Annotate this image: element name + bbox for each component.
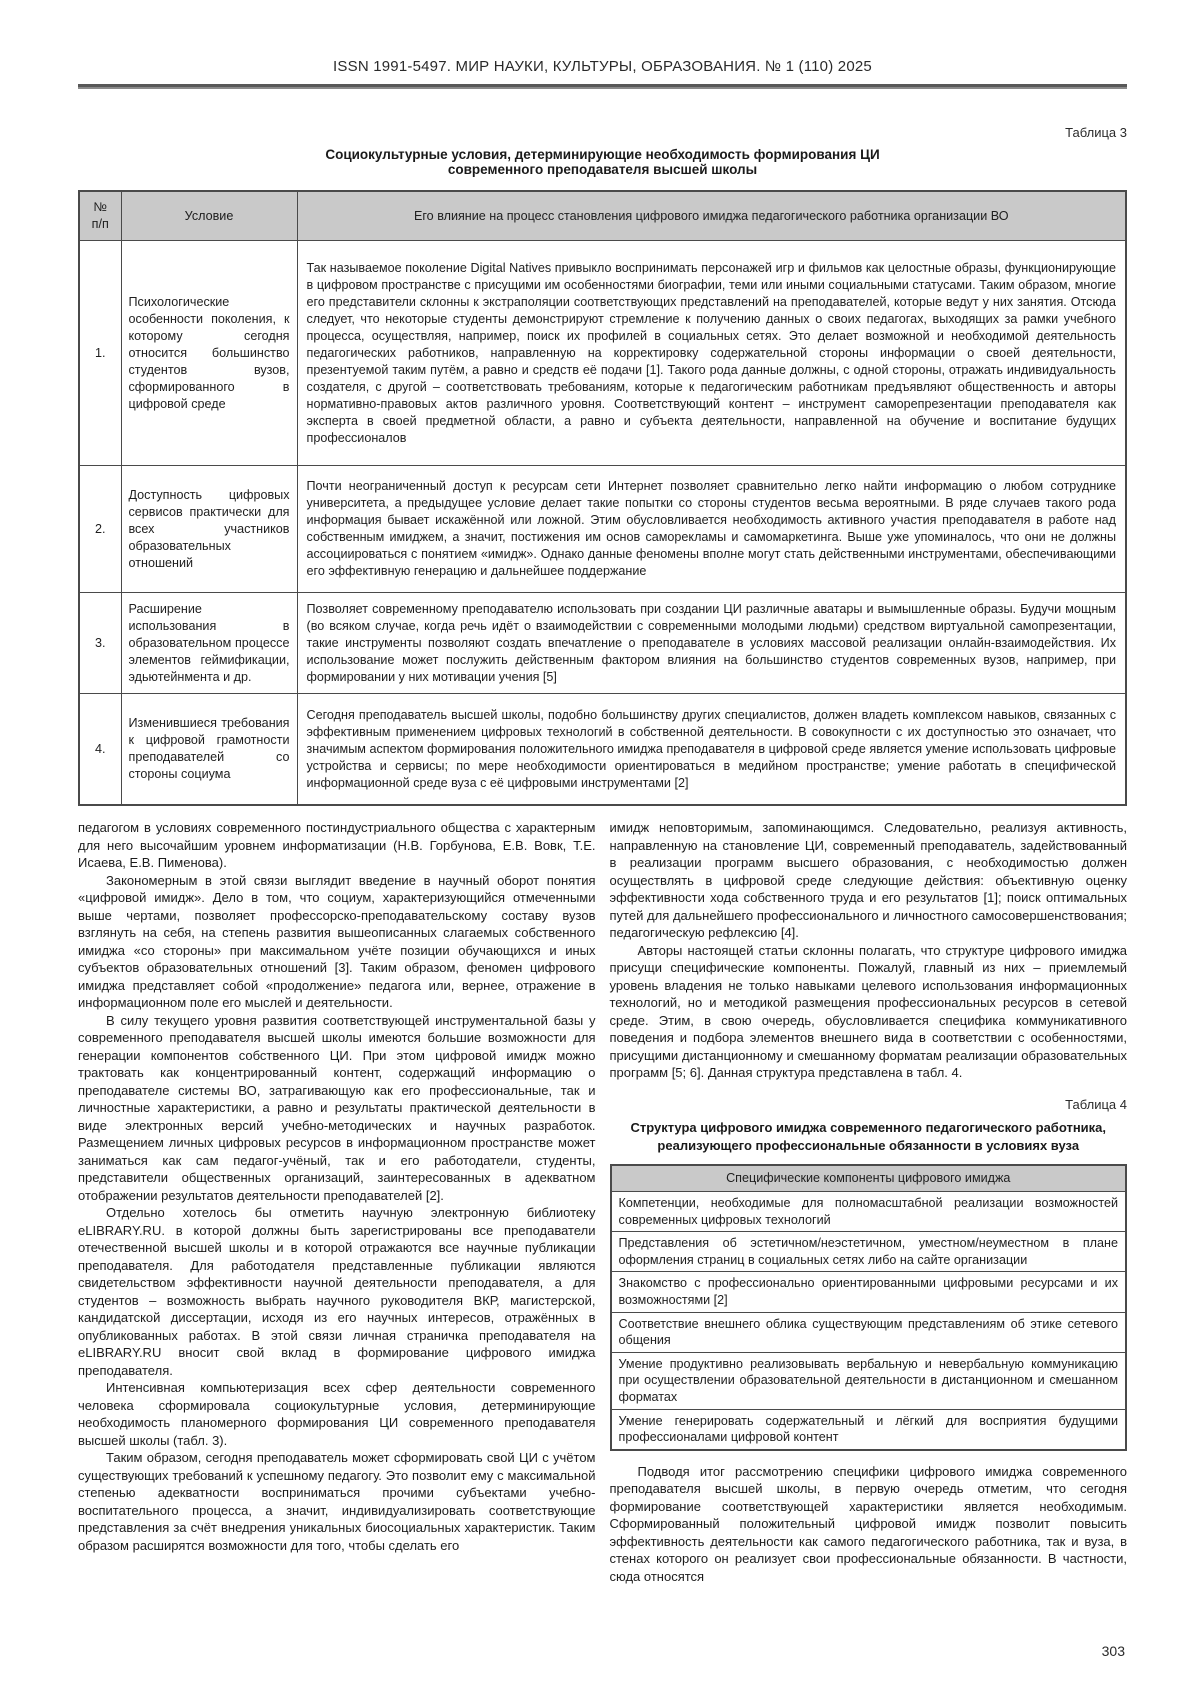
table4 [610, 1164, 1128, 1451]
table3 [78, 190, 1127, 806]
table3-header-row [79, 191, 1126, 241]
table-row [79, 466, 1126, 593]
table3-header-influence: Его влияние на процесс становления цифрового имиджа педагогического работника организации ВО [297, 191, 1126, 241]
table-row [79, 694, 1126, 806]
page-number: 303 [1101, 1643, 1125, 1659]
table3-row-2-condition: Доступность цифровых сервисов практически для всех участников образовательных отношений [121, 466, 297, 593]
table3-row-4-influence: Сегодня преподаватель высшей школы, подобно большинству других специалистов, должен владеть комплексом навыков, связанных с эффективным применением цифровых технологий в собственной деятельности. В совокупности с их доступностью это означает, что значимым аспектом формирования положительного имиджа преподавателя в цифровой среде является умение использовать цифровые устройства и сервисы; по мере необходимости ориентироваться в медийном пространстве; умение работать в специфической информационной среде вуза с её цифровыми инструментами [2] [297, 694, 1126, 806]
table3-row-3-num: 3. [79, 593, 121, 694]
table-row [79, 241, 1126, 466]
table3-row-4-condition: Изменившиеся требования к цифровой грамотности преподавателей со стороны социума [121, 694, 297, 806]
table3-row-1-condition: Психологические особенности поколения, к которому сегодня относится большинство студентов вузов, сформированного в цифровой среде [121, 241, 297, 466]
table-row [611, 1272, 1127, 1312]
table4-label: Таблица 4 [1065, 1096, 1127, 1112]
table3-row-3-influence: Позволяет современному преподавателю использовать при создании ЦИ различные аватары и вымышленные образы. Будучи мощным (во всяком случае, когда речь идёт о взаимодействии с современными молодыми людьми) средством виртуальной самопрезентации, такие инструменты позволяют создать впечатление о преподавателе в условиях массовой реализации онлайн-взаимодействия. Их использование может послужить действенным фактором влияния на большинство студентов современных вузов, например, при формировании у них мотивации учения [5] [297, 593, 1126, 694]
table3-row-1-num: 1. [79, 241, 121, 466]
body-columns [78, 819, 1127, 1585]
table4-row-3: Знакомство с профессионально ориентированными цифровыми ресурсами и их возможностями [2] [611, 1272, 1127, 1312]
table3-row-1-influence: Так называемое поколение Digital Natives привыкло воспринимать персонажей игр и фильмов как целостные образы, функционирующие в цифровом пространстве с присущими им особенностями биографии, теми или иными социальными статусами. Таким образом, многие его представители склонны к экстраполяции соответствующих представлений на преподавателей, которые ведут у них занятия. Отсюда следует, что некоторые студенты демонстрируют стремление к получению данных о своих педагогах, выходящих за рамки учебного процесса, осуществляя, например, поиск их профилей в социальных сетях. Это делает возможной и необходимой деятельность педагогических работников, направленную на корректировку содержательной стороны информации о своей деятельности, презентуемой таким путём, а равно и средств её подачи [1]. Такого рода данные должны, с одной стороны, отражать индивидуальность создателя, с другой – соответствовать требованиям, которые к педагогическим работникам предъявляют общественность и авторы нормативно-правовых актов различного уровня. Соответствующий контент – инструмент саморепрезентации преподавателя как эксперта в своей предметной области, а равно и субъекта деятельности, направленной на обучение и воспитание будущих профессионалов [297, 241, 1126, 466]
table-row [611, 1312, 1127, 1352]
table-row [79, 593, 1126, 694]
table3-label: Таблица 3 [1065, 125, 1127, 140]
table3-row-4-num: 4. [79, 694, 121, 806]
paragraph: Закономерным в этой связи выглядит введение в научный оборот понятия «цифровой имидж». Дело в том, что социум, характеризующийся отмеченными выше чертами, позволяет профессорско-преподавательскому составу вузов взглянуть на себя, на степень развития вышеописанных слагаемых собственного имиджа «со стороны» при максимальном учёте позиции обучающихся и иных субъектов образовательных отношений [3]. Таким образом, феномен цифрового имиджа представляет собой «продолжение» педагога или, вернее, отражение в информационном поле его мыслей и деятельности. [78, 872, 596, 1010]
paragraph: Интенсивная компьютеризация всех сфер деятельности современного человека сформировала социокультурные условия, детерминирующие необходимость планомерного формирования ЦИ современного преподавателя высшей школы (табл. 3). [78, 1380, 596, 1448]
left-column [78, 819, 596, 1585]
table3-row-2-num: 2. [79, 466, 121, 593]
table-row [611, 1232, 1127, 1272]
table4-row-2: Представления об эстетичном/неэстетичном, уместном/неуместном в плане оформления страниц в социальных сетях либо на сайте организации [611, 1232, 1127, 1272]
paragraph: имидж неповторимым, запоминающимся. Следовательно, реализуя активность, направленную на становление ЦИ, современный преподаватель, задействованный в реализации программ высшего образования, с необходимостью должен осуществлять в цифровой среде следующие действия: объективную оценку эффективности хода собственного труда и его результатов [1]; поиск оптимальных путей для дальнейшего профессионального и личностного самосовершенствования; педагогическую рефлексию [4]. [609, 820, 1127, 940]
paragraph: В силу текущего уровня развития соответствующей инструментальной базы у современного преподавателя высшей школы имеются большие возможности для генерации компонентов собственного ЦИ. При этом цифровой имидж можно трактовать как концентрированный контент, содержащий информацию о преподавателе системы ВО, затрагивающую как его профессиональные, так и личностные характеристики, а равно и результаты практической деятельности в виде электронных версий учебно-методических и научных разработок. Размещением личных цифровых ресурсов в информационном пространстве может заниматься как сам педагог-учёный, так и его работодатели, студенты, представители общественных организаций, заинтересованных в адекватном отображении результатов деятельности преподавателей [2]. [78, 1012, 596, 1203]
table-row [611, 1409, 1127, 1450]
paragraph: Таким образом, сегодня преподаватель может сформировать свой ЦИ с учётом существующих требований к успешному педагогу. Это позволит ему с максимальной степенью адекватности восприниматься прочими субъектами учебно-воспитательного процесса, а значит, индивидуализировать соответствующие представления за счёт внедрения уникальных биосоциальных характеристик. Таким образом расширятся возможности для того, чтобы сделать его [78, 1450, 596, 1553]
table4-caption: Структура цифрового имиджа современного педагогического работника, реализующего профессиональные обязанности в условиях вуза [630, 1120, 1107, 1153]
table4-row-5: Умение продуктивно реализовывать вербальную и невербальную коммуникацию при осуществлении образовательной деятельности в дистанционном и смешанном форматах [611, 1352, 1127, 1409]
table-row [611, 1192, 1127, 1232]
paragraph: Подводя итог рассмотрению специфики цифрового имиджа современного преподавателя высшей школы, в первую очередь отметим, что сегодня формирование соответствующей характеристики является необходимым. Сформированный положительный цифровой имидж позволит повысить эффективность деятельности как самого педагогического работника, так и вуза, в стенах которого он реализует свои профессиональные обязанности. В частности, сюда относятся [609, 1463, 1127, 1584]
table4-header-row [611, 1165, 1127, 1192]
table4-row-4: Соответствие внешнего облика существующим представлениям об этике сетевого общения [611, 1312, 1127, 1352]
table4-row-6: Умение генерировать содержательный и лёгкий для восприятия будущими профессионалами цифровой контент [611, 1409, 1127, 1450]
table4-header: Специфические компоненты цифрового имиджа [611, 1165, 1127, 1192]
paragraph: Отдельно хотелось бы отметить научную электронную библиотеку eLIBRARY.RU. в которой должны быть зарегистрированы все преподаватели отечественной высшей школы и в которой отражаются все научные публикации преподавателя. Для работодателя представленные публикации являются свидетельством эффективности научной деятельности преподавателя, а для студентов – возможность выбрать научного руководителя ВКР, магистерской, кандидатской диссертации, исходя из его научных интересов, отражённых в опубликованных работах. В этой связи личная страничка преподавателя на eLIBRARY.RU вносит свой вклад в формирование цифрового имиджа преподавателя. [78, 1205, 596, 1378]
journal-header: ISSN 1991-5497. МИР НАУКИ, КУЛЬТУРЫ, ОБРАЗОВАНИЯ. № 1 (110) 2025 [333, 58, 872, 75]
paragraph: педагогом в условиях современного постиндустриального общества с характерным для него высочайшим уровнем информатизации (Н.В. Горбунова, Е.В. Вовк, Т.Е. Исаева, Е.В. Пименова). [78, 820, 596, 870]
header-rule [78, 84, 1127, 89]
table3-header-condition: Условие [121, 191, 297, 241]
table3-row-2-influence: Почти неограниченный доступ к ресурсам сети Интернет позволяет сравнительно легко найти информацию о любом сотруднике университета, а предыдущее условие делает такие попытки со стороны студентов весьма вероятными. В ряде случаев такого рода информация бывает искажённой или ложной. Этим обусловливается необходимость активного участия преподавателя в работе над собственным имиджем, а значит, постижения им основ саморекламы и самомаркетинга. Выше уже упоминалось, что они не должны ассоциироваться с понятием «имидж». Однако данные феномены вполне могут стать действенными инструментами, обеспечивающими его эффективную генерацию и дальнейшее поддержание [297, 466, 1126, 593]
paragraph: Авторы настоящей статьи склонны полагать, что структуре цифрового имиджа присущи специфические компоненты. Пожалуй, главный из них – приемлемый уровень владения не только навыками целевого использования информационных технологий, но и методикой размещения профессиональных ресурсов в сетевой среде. Этим, в свою очередь, обусловливается специфика коммуникативного поведения и подбора элементов внешнего вида в соответствии с особенностями, присущими дистанционному и смешанному форматам реализации образовательных программ [5; 6]. Данная структура представлена в табл. 4. [609, 942, 1127, 1080]
table3-caption: Социокультурные условия, детерминирующие необходимость формирования ЦИ современного преподавателя высшей школы [325, 147, 880, 177]
table-row [611, 1352, 1127, 1409]
table3-header-num: № п/п [79, 191, 121, 241]
right-column [610, 819, 1128, 1585]
table3-row-3-condition: Расширение использования в образовательном процессе элементов геймификации, эдьютейнмента и др. [121, 593, 297, 694]
table4-row-1: Компетенции, необходимые для полномасштабной реализации возможностей современных цифровых технологий [611, 1192, 1127, 1232]
